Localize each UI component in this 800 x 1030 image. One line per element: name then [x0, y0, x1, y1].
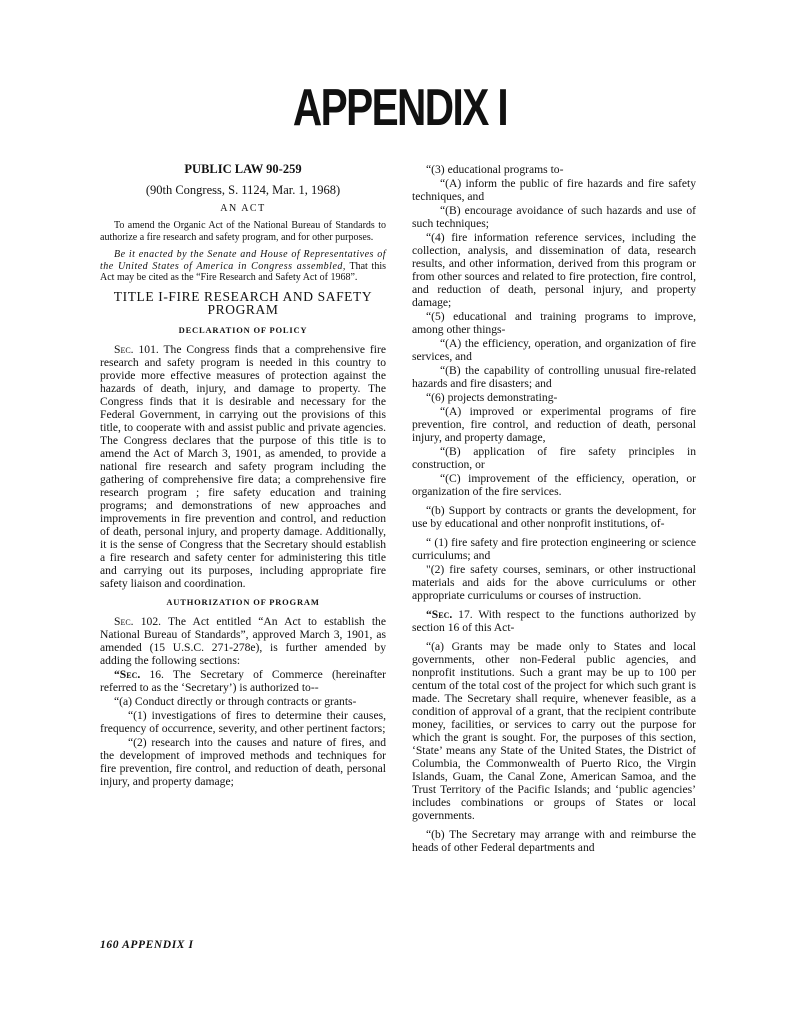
enacting-clause — [100, 249, 386, 284]
sec-text: 17. With respect to the functions authorized by section 16 of this Act- — [412, 608, 696, 634]
sec-text: 16. The Secretary of Commerce (hereinafter referred to as the ‘Secretary’) is authorized to-- — [100, 667, 387, 694]
enacting-rest: That this Act may be cited as the “Fire Research and Safety Act of 1968”. — [100, 260, 386, 283]
congress-citation: (90th Congress, S. 1124, Mar. 1, 1968) — [145, 183, 341, 197]
section-102 — [100, 615, 386, 667]
paragraph-6: “(6) projects demonstrating- — [426, 391, 558, 404]
paragraph-b1: “ (1) fire safety and fire protection engineering or science curriculums; and — [412, 536, 696, 562]
paragraph-6b: “(B) application of fire safety principles in construction, or — [412, 445, 696, 471]
sec-label: “Sec. — [426, 608, 453, 621]
paragraph-a1: “(1) investigations of fires to determine their causes, frequency of occurrence, severity, and other pertinent factors; — [100, 708, 386, 735]
paragraph-a: “(a) Conduct directly or through contracts or grants- — [114, 694, 357, 708]
sec-label: Sec. — [114, 342, 134, 356]
sec-label: “Sec. — [114, 667, 141, 681]
declaration-heading: DECLARATION OF POLICY — [178, 324, 308, 335]
sec-text: 101. The Congress finds that a comprehensive fire research and safety program is needed in this country to provide more effective measures of protection against the hazards of death, injury, and damage to property. The Congress finds that it is desirable and necessary for the Federal Government, in carrying out the provisions of this title, to cooperate with and assist public and private agencies. The Congress declares that the purpose of this title is to amend the Act of March 3, 1901, as amended, to provide a national fire research and safety program including the gathering of comprehensive fire data; a comprehensive fire research program ; fire safety education and training programs; and demonstrations of new approaches and improvements in fire prevention and control, and reduction of death, personal injury, and property damage. Additionally, it is the sense of Congress that the Secretary should establish a fire research and safety center for administering this title and carrying out its purposes, including appropriate fire safety liaison and coordination. — [100, 342, 386, 590]
right-column — [412, 163, 696, 855]
title-heading: TITLE I-FIRE RESEARCH AND SAFETY PROGRAM — [113, 288, 373, 317]
left-column — [100, 163, 386, 789]
law-number: PUBLIC LAW 90-259 — [184, 162, 302, 176]
paragraph-5: “(5) educational and training programs to improve, among other things- — [412, 310, 696, 336]
paragraph-3a: “(A) inform the public of fire hazards and fire safety techniques, and — [412, 177, 696, 203]
paragraph-5b: “(B) the capability of controlling unusual fire-related hazards and fire disasters; and — [412, 364, 696, 390]
act-label: AN ACT — [220, 203, 266, 214]
page-title: APPENDIX I — [292, 79, 508, 137]
paragraph-17a: “(a) Grants may be made only to States and local governments, other non-Federal public agencies, and nonprofit institutions. Such a grant may be up to 100 per centum of the total cost of the project for which such grant is made. The Secretary shall require, whenever feasible, as a condition of approval of a grant, that the recipient contribute money, facilities, or services to carry out the purpose for which the grant is sought. For, the purposes of this section, ‘State’ means any State of the United States, the District of Columbia, the Commonwealth of Puerto Rico, the Virgin Islands, Guam, the Canal Zone, American Samoa, and the Trust Territory of the Pacific Islands; and ‘public agencies’ includes combinations or groups of States or local governments. — [412, 640, 696, 822]
paragraph-6a: “(A) improved or experimental programs of fire prevention, fire control, and reduction of death, personal injury, and property damage, — [412, 405, 696, 444]
section-16 — [100, 668, 386, 694]
act-purpose: To amend the Organic Act of the National Bureau of Standards to authorize a fire research and safety program, and for other purposes. — [100, 220, 386, 243]
section-101 — [100, 343, 386, 590]
paragraph-b2: "(2) fire safety courses, seminars, or other instructional materials and aids for the above curriculums or other appropriate curriculums or courses of instruction. — [412, 563, 696, 602]
sec-label: Sec. — [114, 614, 134, 628]
paragraph-3b: “(B) encourage avoidance of such hazards and use of such techniques; — [412, 204, 696, 230]
section-17 — [412, 608, 696, 634]
paragraph-b: “(b) Support by contracts or grants the development, for use by educational and other nonprofit institutions, of- — [412, 504, 696, 530]
page-footer: 160 APPENDIX I — [100, 939, 194, 951]
enacting-italic: Be it enacted by the Senate and House of Representatives of the United States of America in Congress assembled, — [100, 249, 386, 272]
paragraph-4: “(4) fire information reference services, including the collection, analysis, and dissemination of data, research results, and other information, derived from this program or from other sources and related to fire protection, fire control, and reduction of death, personal injury, and property damage; — [412, 231, 696, 309]
paragraph-a2: “(2) research into the causes and nature of fires, and the development of improved methods and techniques for fire prevention, fire control, and reduction of death, personal injury, and property damage; — [100, 735, 386, 788]
paragraph-6c: “(C) improvement of the efficiency, operation, or organization of the fire services. — [412, 472, 696, 498]
paragraph-17b: “(b) The Secretary may arrange with and reimburse the heads of other Federal departments and — [412, 828, 696, 854]
authorization-heading: AUTHORIZATION OF PROGRAM — [166, 596, 320, 607]
paragraph-3: “(3) educational programs to- — [426, 163, 564, 176]
sec-text: 102. The Act entitled “An Act to establish the National Bureau of Standards”, approved March 3, 1901, as amended (15 U.S.C. 271-278e), is further amended by adding the following sections: — [100, 614, 386, 667]
paragraph-5a: “(A) the efficiency, operation, and organization of fire services, and — [412, 337, 696, 363]
